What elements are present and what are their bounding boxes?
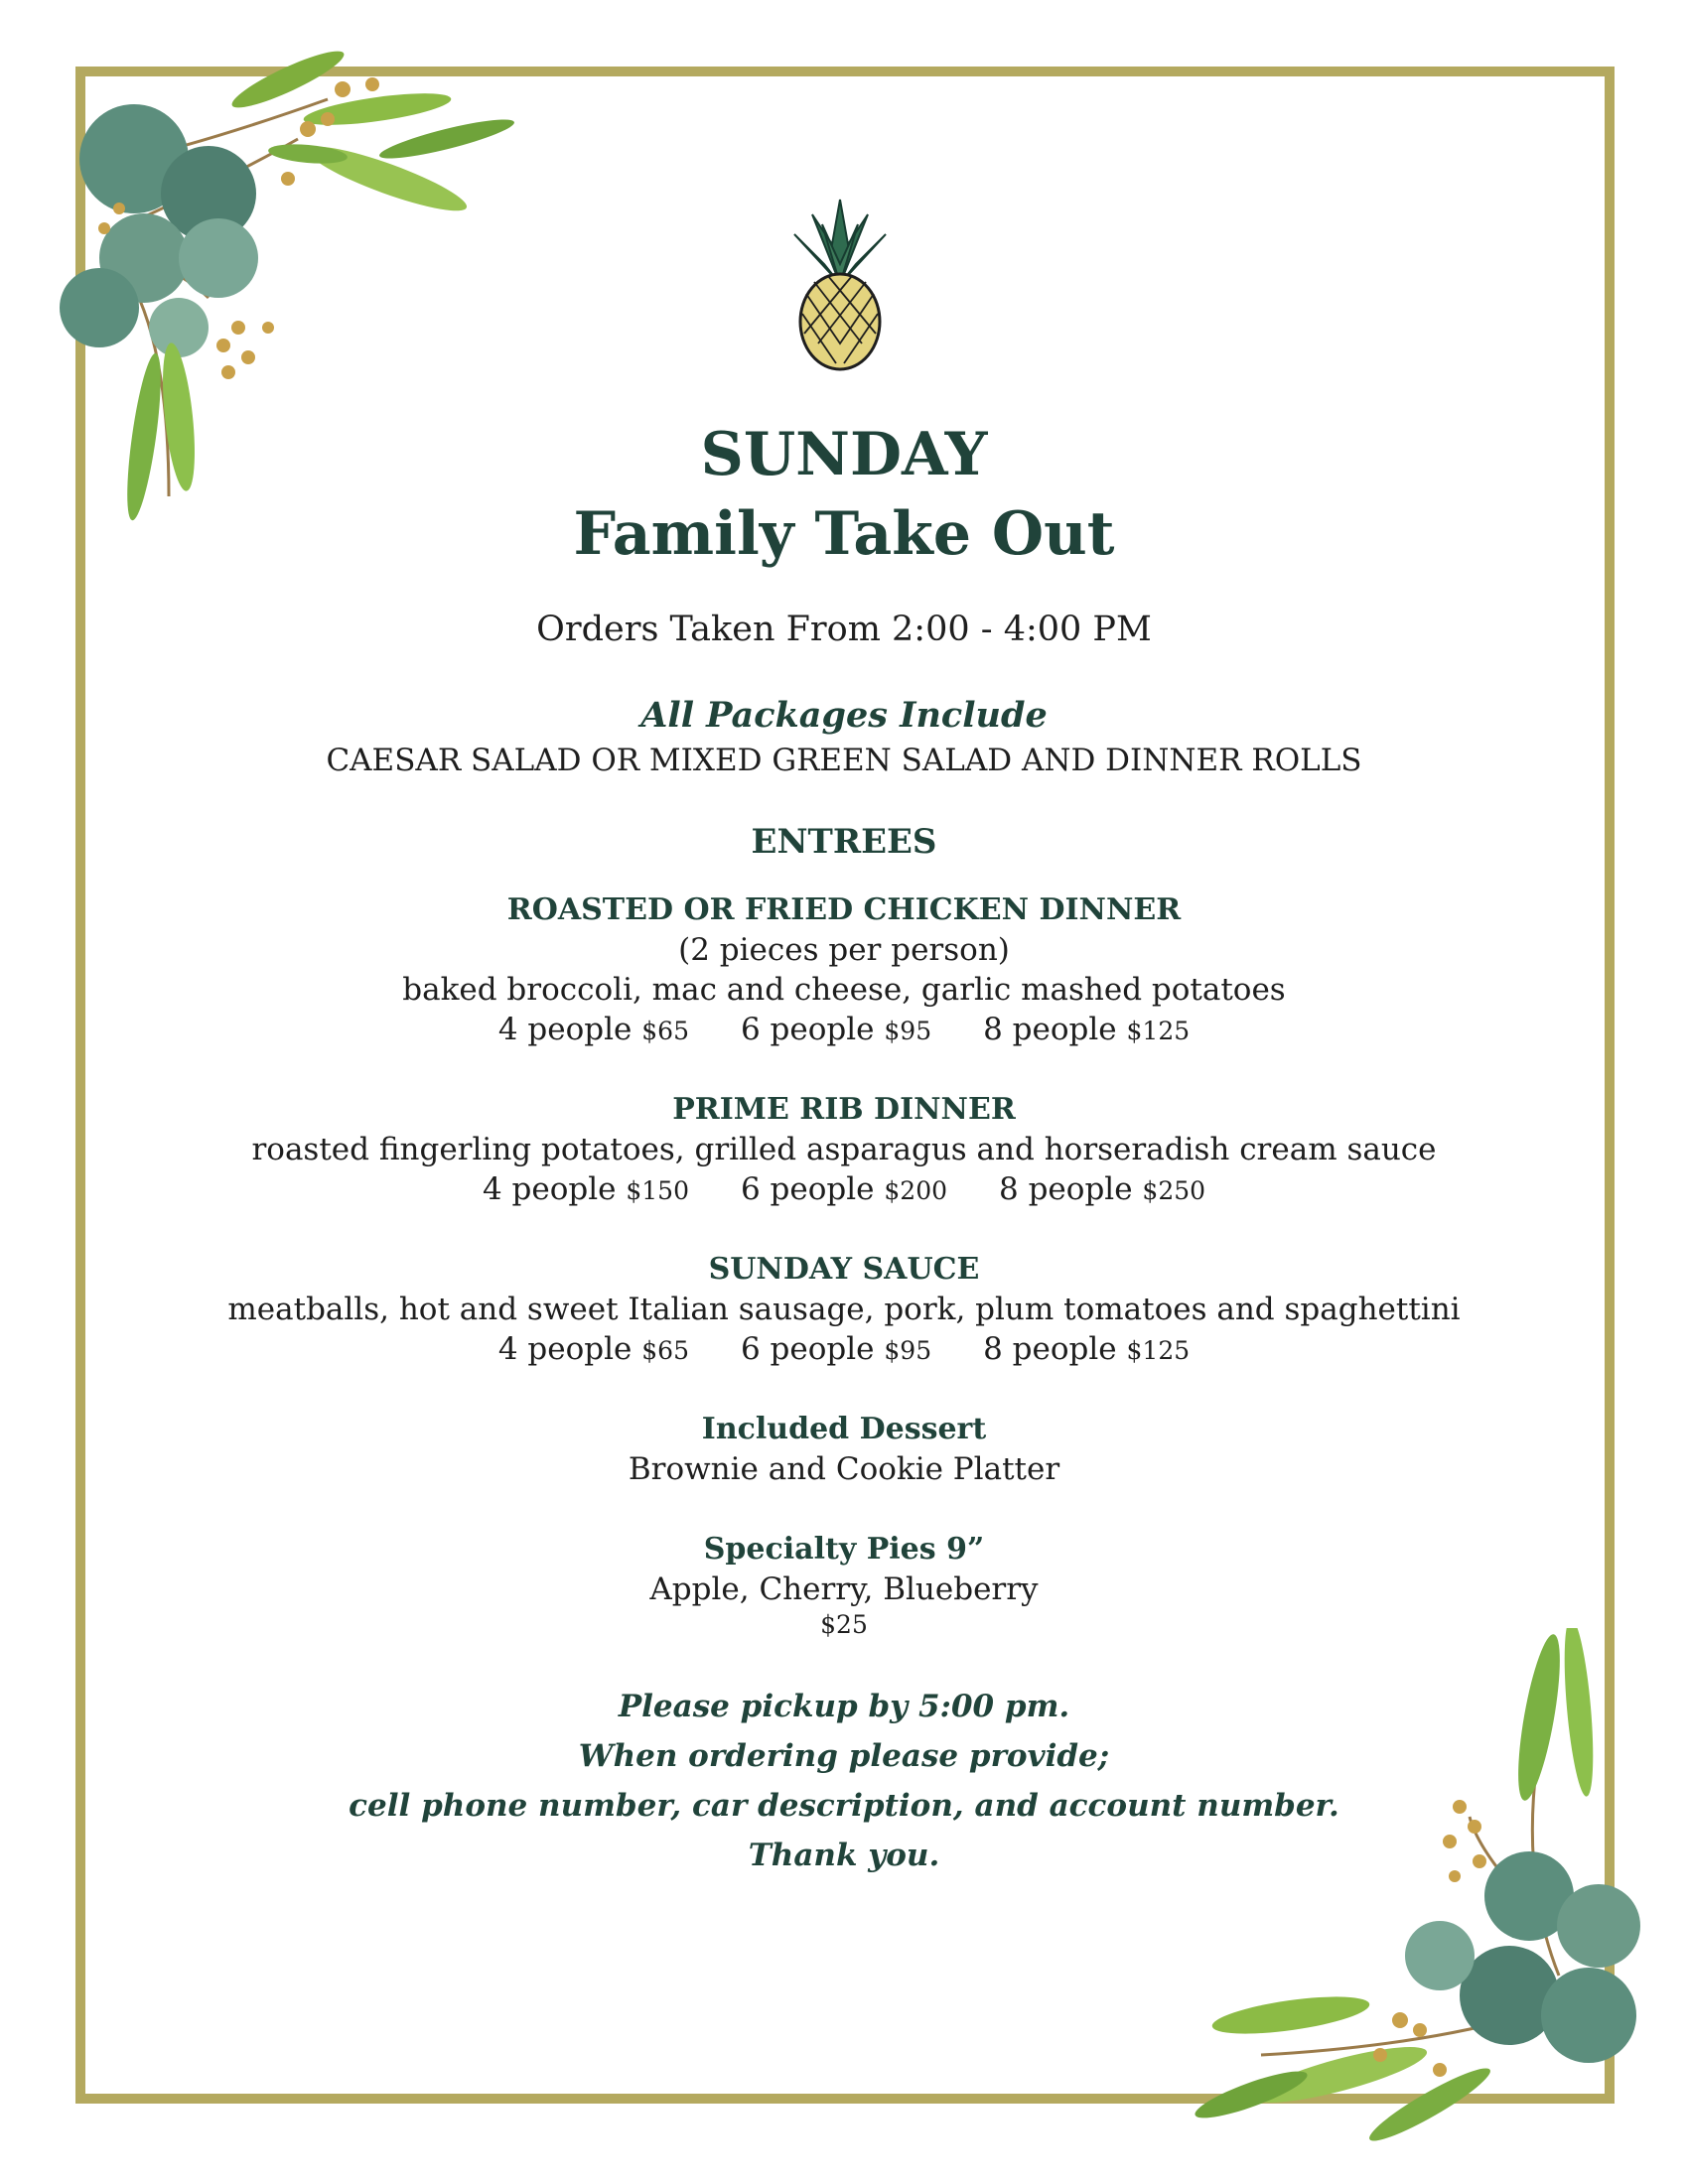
pineapple-icon: [792, 195, 888, 373]
entree-prices: [0, 1331, 1688, 1367]
price-amount: $200: [884, 1176, 948, 1205]
entree-sides: roasted fingerling potatoes, grilled asparagus and horseradish cream sauce: [251, 1132, 1437, 1167]
pickup-note: Please pickup by 5:00 pm.: [618, 1689, 1070, 1724]
price-size: 8 people: [983, 1331, 1117, 1367]
entree-name: SUNDAY SAUCE: [708, 1252, 980, 1287]
menu-title: Family Take Out: [573, 499, 1115, 569]
entree-prices: [0, 1012, 1688, 1047]
price-amount: $150: [626, 1176, 689, 1205]
dessert-text: Brownie and Cookie Platter: [628, 1451, 1060, 1487]
price-amount: $95: [884, 1017, 932, 1045]
entree-sides: meatballs, hot and sweet Italian sausage, pork, plum tomatoes and spaghettini: [227, 1292, 1461, 1327]
entrees-heading: ENTREES: [751, 822, 937, 862]
ordering-details: cell phone number, car description, and account number.: [349, 1788, 1339, 1824]
price-size: 6 people: [740, 1012, 875, 1047]
thank-you: Thank you.: [748, 1838, 940, 1873]
price-amount: $125: [1126, 1017, 1191, 1045]
price-amount: $125: [1126, 1336, 1191, 1365]
pies-heading: Specialty Pies 9”: [703, 1532, 985, 1567]
entree-note: (2 pieces per person): [678, 932, 1010, 968]
pies-price: $25: [820, 1610, 868, 1639]
price-size: 6 people: [740, 1171, 875, 1207]
price-size: 8 people: [999, 1171, 1133, 1207]
price-size: 4 people: [497, 1012, 633, 1047]
includes-heading: All Packages Include: [640, 695, 1048, 736]
price-amount: $95: [884, 1336, 932, 1365]
entree-name: PRIME RIB DINNER: [672, 1092, 1016, 1127]
price-size: 6 people: [740, 1331, 875, 1367]
menu-title-day: SUNDAY: [700, 420, 988, 489]
price-size: 4 people: [482, 1171, 617, 1207]
price-size: 8 people: [983, 1012, 1117, 1047]
dessert-heading: Included Dessert: [701, 1412, 987, 1446]
pies-flavors: Apple, Cherry, Blueberry: [649, 1571, 1039, 1607]
entree-prices: [0, 1171, 1688, 1207]
order-hours: Orders Taken From 2:00 - 4:00 PM: [536, 610, 1152, 649]
includes-text: CAESAR SALAD OR MIXED GREEN SALAD AND DINNER ROLLS: [326, 743, 1362, 778]
ordering-note: When ordering please provide;: [578, 1738, 1110, 1774]
entree-name: ROASTED OR FRIED CHICKEN DINNER: [506, 892, 1182, 927]
price-size: 4 people: [497, 1331, 633, 1367]
price-amount: $250: [1142, 1176, 1206, 1205]
entree-sides: baked broccoli, mac and cheese, garlic mashed potatoes: [402, 972, 1286, 1008]
price-amount: $65: [641, 1017, 689, 1045]
price-amount: $65: [641, 1336, 689, 1365]
